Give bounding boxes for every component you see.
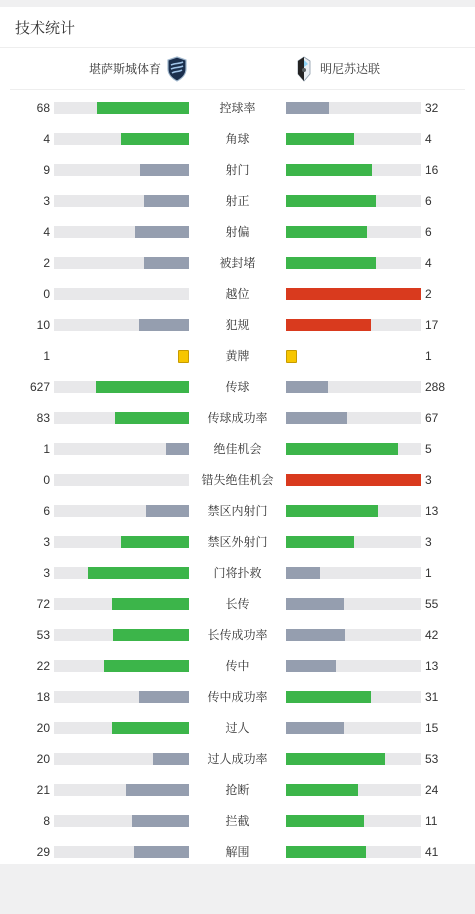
stat-label: 过人 (225, 721, 250, 735)
home-stat-bar-track (54, 288, 189, 300)
home-stat-bar-fill (112, 722, 189, 734)
stat-row (0, 434, 475, 465)
home-stat-value: 3 (43, 535, 50, 549)
home-stat-bar-track (54, 102, 189, 114)
home-team-name: 堪萨斯城体育 (88, 62, 161, 76)
home-stat-bar-track (54, 474, 189, 486)
home-stat-bar-track (54, 195, 189, 207)
away-stat-bar-fill (286, 753, 385, 765)
away-stat-value: 4 (425, 132, 432, 146)
minnesota-united-crest-icon (293, 56, 315, 82)
home-stat-bar-fill (166, 443, 189, 455)
away-stat-bar-track (286, 722, 421, 734)
home-stat-value: 4 (43, 132, 50, 146)
section-title: 技术统计 (15, 19, 76, 37)
stat-row (0, 744, 475, 775)
away-stat-bar-track (286, 846, 421, 858)
stat-row (0, 372, 475, 403)
stat-label: 绝佳机会 (213, 442, 262, 456)
stats-list (0, 93, 475, 868)
home-stat-value: 6 (43, 504, 50, 518)
home-team[interactable] (89, 48, 188, 89)
away-stat-value: 53 (425, 752, 439, 766)
away-stat-bar-fill (286, 784, 358, 796)
stat-row (0, 465, 475, 496)
stat-row (0, 682, 475, 713)
away-stat-value: 13 (425, 659, 439, 673)
home-stat-bar-track (54, 753, 189, 765)
away-stat-bar-track (286, 443, 421, 455)
stat-row (0, 589, 475, 620)
away-stat-bar-track (286, 381, 421, 393)
home-stat-bar-fill (121, 536, 189, 548)
stat-label: 禁区外射门 (207, 535, 268, 549)
home-stat-bar-track (54, 691, 189, 703)
away-stat-bar-fill (286, 660, 336, 672)
home-stat-bar-track (54, 164, 189, 176)
away-stat-value: 15 (425, 721, 439, 735)
home-stat-bar-fill (96, 381, 189, 393)
away-stat-bar-track (286, 629, 421, 641)
home-stat-value: 21 (36, 783, 50, 797)
away-stat-bar-track (286, 288, 421, 300)
away-stat-bar-track (286, 691, 421, 703)
away-stat-value: 11 (425, 814, 438, 828)
stat-label: 黄牌 (225, 349, 250, 363)
home-stat-bar-fill (139, 319, 189, 331)
home-stat-bar-track (54, 443, 189, 455)
away-stat-value: 3 (425, 473, 432, 487)
home-stat-bar-track (54, 629, 189, 641)
stat-label: 拦截 (225, 814, 250, 828)
home-stat-bar-fill (126, 784, 189, 796)
home-stat-value: 20 (36, 752, 50, 766)
stat-row (0, 527, 475, 558)
stat-row (0, 186, 475, 217)
home-stat-value: 53 (36, 628, 50, 642)
home-stat-bar-track (54, 598, 189, 610)
away-stat-bar-track (286, 753, 421, 765)
away-stat-bar-fill (286, 319, 371, 331)
teams-header (10, 48, 465, 90)
stat-row (0, 155, 475, 186)
home-stat-bar-track (54, 226, 189, 238)
away-stat-value: 3 (425, 535, 432, 549)
away-stat-bar-track (286, 102, 421, 114)
home-stat-value: 4 (43, 225, 50, 239)
away-stat-bar-track (286, 412, 421, 424)
stat-row (0, 806, 475, 837)
away-stat-bar-fill (286, 846, 366, 858)
stat-label: 角球 (225, 132, 250, 146)
stat-label: 错失绝佳机会 (201, 473, 274, 487)
stat-row (0, 496, 475, 527)
home-stat-bar-fill (113, 629, 189, 641)
home-stat-bar-fill (144, 195, 189, 207)
home-stat-bar-fill (153, 753, 189, 765)
home-stat-value: 72 (36, 597, 50, 611)
away-stat-bar-track (286, 598, 421, 610)
stat-label: 过人成功率 (207, 752, 268, 766)
home-stat-bar-fill (134, 846, 189, 858)
away-stat-bar-fill (286, 567, 320, 579)
home-stat-bar-fill (144, 257, 189, 269)
home-stat-bar-track (54, 133, 189, 145)
home-stat-bar-fill (112, 598, 189, 610)
stat-row (0, 651, 475, 682)
away-stat-bar-track (286, 195, 421, 207)
home-stat-value: 1 (43, 442, 50, 456)
away-stat-value: 1 (425, 566, 432, 580)
stat-label: 禁区内射门 (207, 504, 268, 518)
away-stat-bar-track (286, 536, 421, 548)
away-stat-value: 2 (425, 287, 432, 301)
away-stat-bar-fill (286, 257, 376, 269)
home-stat-value: 9 (43, 163, 50, 177)
stat-label: 越位 (225, 287, 250, 301)
away-stat-bar-track (286, 474, 421, 486)
away-stat-value: 67 (425, 411, 439, 425)
away-stat-bar-fill (286, 381, 328, 393)
away-stat-value: 55 (425, 597, 439, 611)
away-stat-bar-fill (286, 722, 344, 734)
stat-label: 解围 (225, 845, 250, 859)
away-team-name: 明尼苏达联 (320, 62, 381, 76)
away-stat-bar-track (286, 567, 421, 579)
away-stat-bar-track (286, 815, 421, 827)
stat-row (0, 713, 475, 744)
stat-label: 传中 (225, 659, 250, 673)
away-stat-value: 41 (425, 845, 439, 859)
home-stat-bar-track (54, 381, 189, 393)
away-stat-bar-track (286, 226, 421, 238)
stat-row (0, 620, 475, 651)
away-stat-bar-fill (286, 226, 367, 238)
sporting-kc-crest-icon (166, 56, 188, 82)
away-stat-value: 5 (425, 442, 432, 456)
stat-row (0, 775, 475, 806)
home-stat-value: 29 (36, 845, 50, 859)
home-stat-bar-fill (115, 412, 189, 424)
away-stat-bar-track (286, 133, 421, 145)
home-stat-value: 627 (29, 380, 50, 394)
away-stat-bar-fill (286, 102, 329, 114)
away-stat-bar-fill (286, 815, 364, 827)
home-stat-value: 22 (36, 659, 50, 673)
section-title-bar (0, 7, 475, 48)
away-stat-bar-fill (286, 288, 421, 300)
home-stat-value: 2 (43, 256, 50, 270)
stat-label: 控球率 (219, 101, 256, 115)
stat-row (0, 93, 475, 124)
stat-row (0, 310, 475, 341)
stat-row (0, 279, 475, 310)
away-stat-value: 1 (425, 349, 432, 363)
away-stat-value: 6 (425, 194, 432, 208)
stat-label: 被封堵 (219, 256, 256, 270)
stat-label: 射偏 (225, 225, 250, 239)
home-stat-value: 20 (36, 721, 50, 735)
away-stat-bar-fill (286, 691, 371, 703)
stat-row (0, 248, 475, 279)
home-stat-bar-track (54, 257, 189, 269)
away-stat-value: 13 (425, 504, 439, 518)
stat-label: 长传成功率 (207, 628, 268, 642)
home-stat-bar-fill (135, 226, 189, 238)
home-stat-bar-track (54, 536, 189, 548)
away-stat-bar-track (286, 660, 421, 672)
stat-row (0, 837, 475, 868)
away-stat-bar-track (286, 164, 421, 176)
home-stat-value: 3 (43, 566, 50, 580)
home-stat-value: 0 (43, 287, 50, 301)
away-yellow-card-icon (286, 350, 297, 363)
away-stat-bar-track (286, 784, 421, 796)
home-stat-bar-track (54, 660, 189, 672)
away-stat-bar-fill (286, 629, 345, 641)
away-stat-bar-fill (286, 195, 376, 207)
away-stat-bar-fill (286, 505, 378, 517)
away-stat-value: 288 (425, 380, 446, 394)
home-stat-bar-fill (88, 567, 189, 579)
stat-label: 传中成功率 (207, 690, 268, 704)
home-stat-bar-track (54, 784, 189, 796)
home-stat-bar-track (54, 846, 189, 858)
stat-label: 传球 (225, 380, 250, 394)
away-stat-value: 24 (425, 783, 439, 797)
home-stat-value: 8 (43, 814, 50, 828)
away-stat-bar-fill (286, 164, 372, 176)
home-stat-bar-fill (104, 660, 189, 672)
home-stat-value: 10 (36, 318, 50, 332)
stat-row (0, 124, 475, 155)
home-stat-bar-track (54, 722, 189, 734)
away-stat-value: 31 (425, 690, 439, 704)
stat-label: 射门 (225, 163, 250, 177)
home-stat-bar-fill (132, 815, 189, 827)
stat-row (0, 403, 475, 434)
home-stat-value: 83 (36, 411, 50, 425)
away-stat-bar-track (286, 319, 421, 331)
home-stat-value: 68 (36, 101, 50, 115)
away-stat-bar-fill (286, 474, 421, 486)
stat-label: 长传 (225, 597, 250, 611)
away-team[interactable] (293, 48, 380, 89)
away-stat-bar-fill (286, 443, 398, 455)
stat-label: 门将扑救 (213, 566, 262, 580)
away-stat-bar-track (286, 505, 421, 517)
home-stat-bar-fill (146, 505, 189, 517)
stat-row (0, 558, 475, 589)
home-stat-bar-track (54, 567, 189, 579)
stat-row (0, 217, 475, 248)
away-stat-value: 4 (425, 256, 432, 270)
stat-label: 射正 (225, 194, 250, 208)
home-stat-value: 18 (36, 690, 50, 704)
away-stat-bar-fill (286, 133, 354, 145)
tech-stats-card (0, 7, 475, 864)
away-stat-bar-fill (286, 412, 347, 424)
home-stat-value: 1 (43, 349, 50, 363)
home-stat-bar-fill (140, 164, 189, 176)
stat-label: 传球成功率 (207, 411, 268, 425)
stat-label: 犯规 (225, 318, 250, 332)
home-stat-bar-track (54, 505, 189, 517)
stat-row (0, 341, 475, 372)
away-stat-bar-track (286, 257, 421, 269)
away-stat-bar-fill (286, 598, 344, 610)
home-yellow-card-icon (178, 350, 189, 363)
home-stat-bar-fill (139, 691, 189, 703)
home-stat-bar-track (54, 815, 189, 827)
home-stat-value: 3 (43, 194, 50, 208)
away-stat-value: 16 (425, 163, 439, 177)
away-stat-bar-fill (286, 536, 354, 548)
home-stat-bar-fill (97, 102, 189, 114)
home-stat-value: 0 (43, 473, 50, 487)
away-stat-value: 32 (425, 101, 439, 115)
home-stat-bar-fill (121, 133, 189, 145)
away-stat-value: 6 (425, 225, 432, 239)
home-stat-bar-track (54, 412, 189, 424)
home-stat-bar-track (54, 319, 189, 331)
away-stat-value: 42 (425, 628, 439, 642)
stat-label: 抢断 (225, 783, 250, 797)
away-stat-value: 17 (425, 318, 439, 332)
